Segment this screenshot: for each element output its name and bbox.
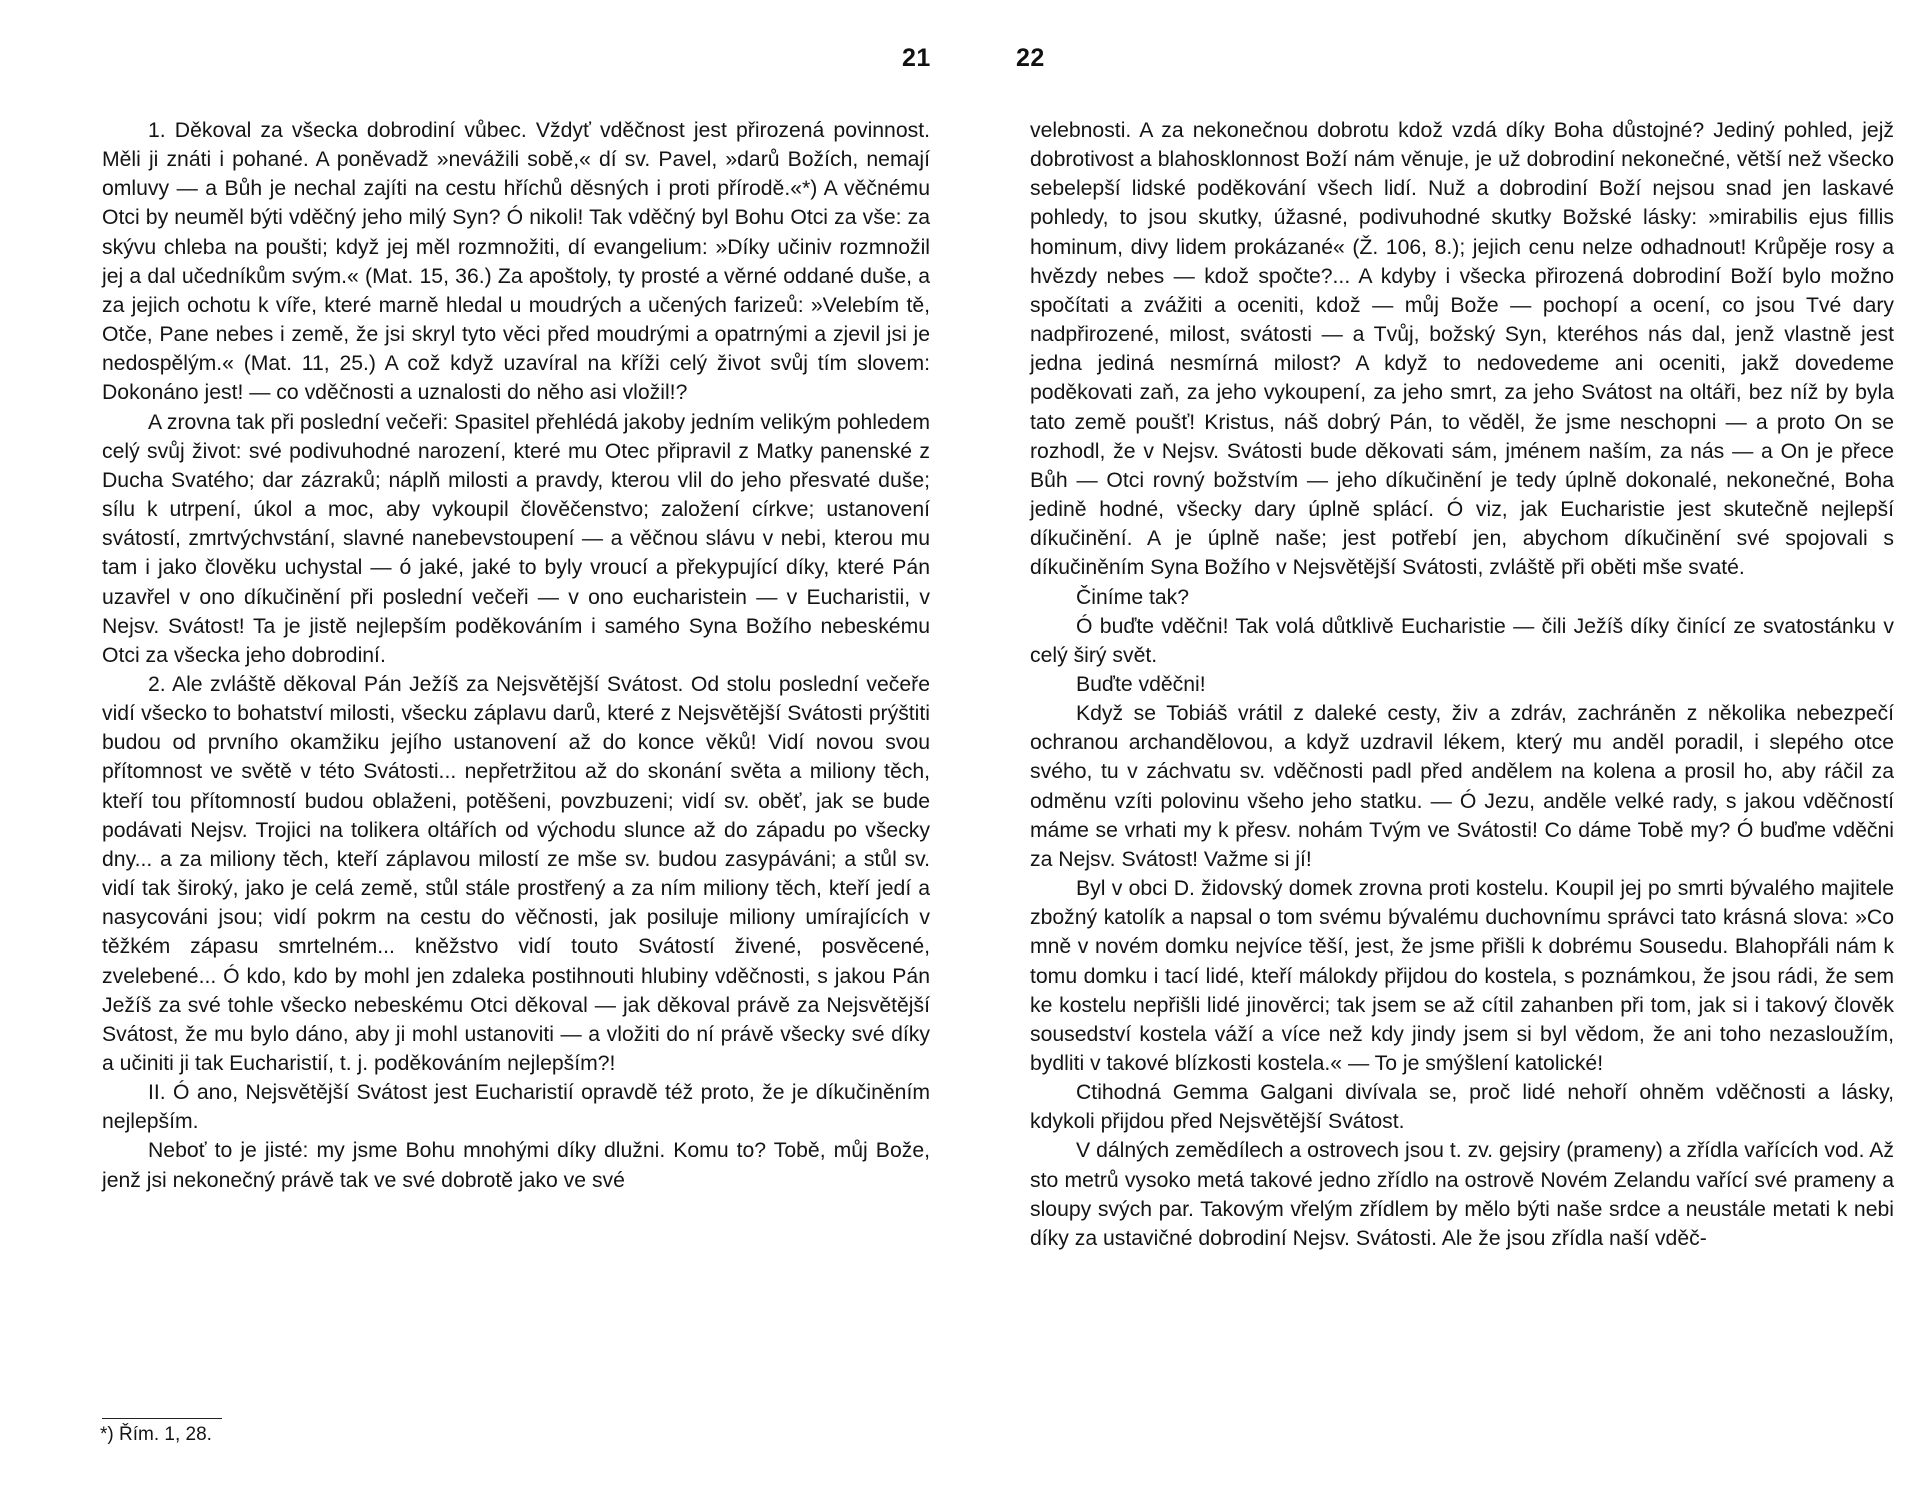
footnote: *) Řím. 1, 28. — [100, 1424, 212, 1445]
paragraph: Neboť to je jisté: my jsme Bohu mnohými díky dlužni. Komu to? Tobě, můj Bože, jenž jsi nekonečný právě tak ve své dobrotě jako ve své — [102, 1139, 930, 1192]
paragraph: Když se Tobiáš vrátil z daleké cesty, živ a zdráv, zachráněn z několika nebezpečí ochranou archandělovou, a když uzdravil lékem, který mu anděl poradil, i slepého otce svého, tu v záchvatu sv. vděčnosti padl před andělem na kolena a prosil ho, aby ráčil za odměnu vzíti polovinu všeho jeho statku. — Ó Jezu, anděle velké rady, s jakou vděčností máme se vrhati my k přesv. nohám Tvým ve Svátosti! Co dáme Tobě my? Ó buďme vděčni za Nejsv. Svátost! Važme si jí! — [1030, 702, 1894, 871]
paragraph: A zrovna tak při poslední večeři: Spasitel přehlédá jakoby jedním velikým pohledem celý svůj život: své podivuhodné narození, které mu Otec připravil z Matky panenské z Ducha Svatého; dar zázraků; náplň milosti a pravdy, kterou vlil do jeho přesvaté duše; sílu k utrpení, úkol a moc, aby vykoupil člověčenstvo; založení církve; ustanovení svátostí, zmrtvýchvstání, slavné nanebevstoupení — a věčnou slávu v nebi, kterou mu tam i jako člověku uchystal — ó jaké, jaké to byly vroucí a překypující díky, které Pán uzavřel v ono díkučinění při poslední večeři — v ono eucharistein — v Eucharistii, v Nejsv. Svátost! Ta je jistě nejlepším poděkováním i samého Syna Božího nebeskému Otci za všecka jeho dobrodiní. — [102, 410, 930, 667]
page-number-right: 22 — [1016, 44, 1045, 72]
paragraph: velebnosti. A za nekonečnou dobrotu kdož vzdá díky Boha důstojné? Jediný pohled, jejž dobrotivost a blahoskl​onnost Boží nám věnuje, je už dobrodiní nekonečné, větší než všecko sebelepší lidské poděkování všech lidí. Nuž a dobrodiní Boží nejsou snad jen laskavé pohledy, to jsou skutky, úžasné, podivuhodné skutky Božské lásky: »mirabilis ejus fillis hominum, divy lidem prokázané« (Ž. 106, 8.); jejich cenu nelze odhadnout! Krůpěje rosy a hvězdy nebes — kdož spočte?... A kdyby i všecka přirozená dobrodiní Boží bylo možno spočítati a zvážiti a oceniti, kdož — můj Bože — pochopí a ocení, co jsou Tvé dary nadpřirozené, milost, svátosti — a Tvůj, božský Syn, kteréhos nás dal, jenž vlastně jest jedna jediná nesmírná milost? A když to nedovedeme ani oceniti, jakž dovedeme poděkovati zaň, za jeho vykoupení, za jeho smrt, za jeho Svátost na oltáři, bez níž by byla tato země poušť! Kristus, náš dobrý Pán, to věděl, že jsme neschopni — a proto On se rozhodl, že v Nejsv. Svátosti bude děkovati sám, jménem naším, za nás — a On je přece Bůh — Otci rovný božstvím — jeho díkučinění je tedy úplně dokonalé, nekonečné, Boha jedině hodné, všecky dary úplně splácí. Ó viz, jak Eucharistie jest skutečně nejlepší díkučinění. A je úplně naše; jest potřebí jen, abychom díkučinění své spojovali s díkučiněním Syna Božího v Nejsvětější Svátosti, zvláště při oběti mše svaté. — [1030, 119, 1894, 580]
page-number-left: 21 — [902, 44, 931, 72]
left-page-text — [102, 116, 930, 1195]
paragraph: 2. Ale zvláště děkoval Pán Ježíš za Nejsvětější Svátost. Od stolu poslední večeře vidí všecko to bohatství milosti, všecku záplavu darů, které z Nejsvětější Svátosti prýštiti budou od prvního okamžiku jejího ustanovení až do konce věků! Vidí novou svou přítomnost ve světě v této Svátosti... nepřetržitou až do skonání světa a miliony těch, kteří tou přítomností budou oblaženi, potěšeni, povzbuzeni; vidí sv. oběť, jak se bude podávati Nejsv. Trojici na tolikera oltářích od východu slunce až do západu po všecky dny... a za miliony těch, kteří záplavou milostí ze mše sv. budou zasypáváni; a stůl sv. vidí tak široký, jako je celá země, stůl stále prostřený a za ním miliony těch, kteří jedí a nasycováni jsou; vidí pokrm na cestu do věčnosti, jak posiluje miliony umírajících v těžkém zápasu smrtelném... kněžstvo vidí touto Svátostí živené, posvěcené, zvelebené... Ó kdo, kdo by mohl jen zdaleka postihnouti hlubiny vděčnosti, s jakou Pán Ježíš za své tohle všecko nebeskému Otci děkoval — jak děkoval právě za Nejsvětější Svátost, že mu bylo dáno, aby ji mohl ustanoviti — a vložiti do ní právě všecky své díky a učiniti ji tak Eucharistií, t. j. poděkováním nejlepším?! — [102, 672, 930, 1075]
paragraph: II. Ó ano, Nejsvětější Svátost jest Eucharistií opravdě též proto, že je díkučiněním nejlepším. — [102, 1081, 930, 1134]
paragraph: 1. Děkoval za všecka dobrodiní vůbec. Vždyť vděčnost jest přirozená povinnost. Měli ji znáti i pohané. A poněvadž »nevážili sobě,« dí sv. Pavel, »darů Božích, nemají omluvy — a Bůh je nechal zajíti na cestu hříchů děsných i proti přírodě.«*) A věčnému Otci by neuměl býti vděčný jeho milý Syn? Ó nikoli! Tak vděčný byl Bohu Otci za vše: za skývu chleba na poušti; když jej měl rozmnožiti, dí evangelium: »Díky učiniv rozmnožil jej a dal učedníkům svým.« (Mat. 15, 36.) Za apoštoly, ty prosté a věrné oddané duše, a za jejich ochotu k víře, které marně hledal u moudrých a učených farizeů: »Velebím tě, Otče, Pane nebes i země, že jsi skryl tyto věci před moudrými a opatrnými a zjevil jsi je nedospělým.« (Mat. 11, 25.) A což když uzavíral na kříži celý život svůj tím slovem: Dokonáno jest! — co vděčnosti a uznalosti do něho asi vložil!? — [102, 119, 930, 405]
paragraph: Buďte vděčni! — [1076, 672, 1206, 696]
right-page-text — [1030, 116, 1894, 1253]
footnote-divider — [102, 1418, 222, 1419]
paragraph: Ó buďte vděčni! Tak volá důtklivě Eucharistie — čili Ježíš díky činící ze svatostánku v celý širý svět. — [1030, 614, 1894, 667]
paragraph: Ctihodná Gemma Galgani divívala se, proč lidé nehoří ohněm vděčnosti a lásky, kdykoli přijdou před Nejsvětější Svátost. — [1030, 1081, 1894, 1134]
paragraph: Činíme tak? — [1076, 585, 1190, 609]
paragraph: V dálných zemědílech a ostrovech jsou t. zv. gejsiry (prameny) a zřídla vařících vod. Až sto metrů vysoko metá takové jedno zřídlo na ostrově Novém Zelandu vařící své prameny a sloupy svých par. Takovým vřelým zřídlem by mělo býti naše srdce a neustále metati k nebi díky za ustavičné dobrodiní Nejsv. Svátosti. Ale že jsou zřídla naší vděč- — [1030, 1139, 1894, 1250]
paragraph: Byl v obci D. židovský domek zrovna proti kostelu. Koupil jej po smrti bývalého majitele zbožný katolík a napsal o tom svému bývalému duchovnímu správci tato krásná slova: »Co mně v novém domku nejvíce těší, jest, že jsme přišli k dobrému Sousedu. Blahopřáli nám k tomu domku i tací lidé, kteří málokdy přijdou do kostela, s poznámkou, že jsou rádi, že sem ke kostelu nepřišli lidé jinověrci; tak jsem se až cítil zahanben při tom, jak si i takový člověk sousedství kostela váží a více než kdy jindy jsem si byl vědom, že ani toho nezasloužím, bydliti v takové blízkosti kostela.« — To je smýšlení katolické! — [1030, 877, 1894, 1075]
